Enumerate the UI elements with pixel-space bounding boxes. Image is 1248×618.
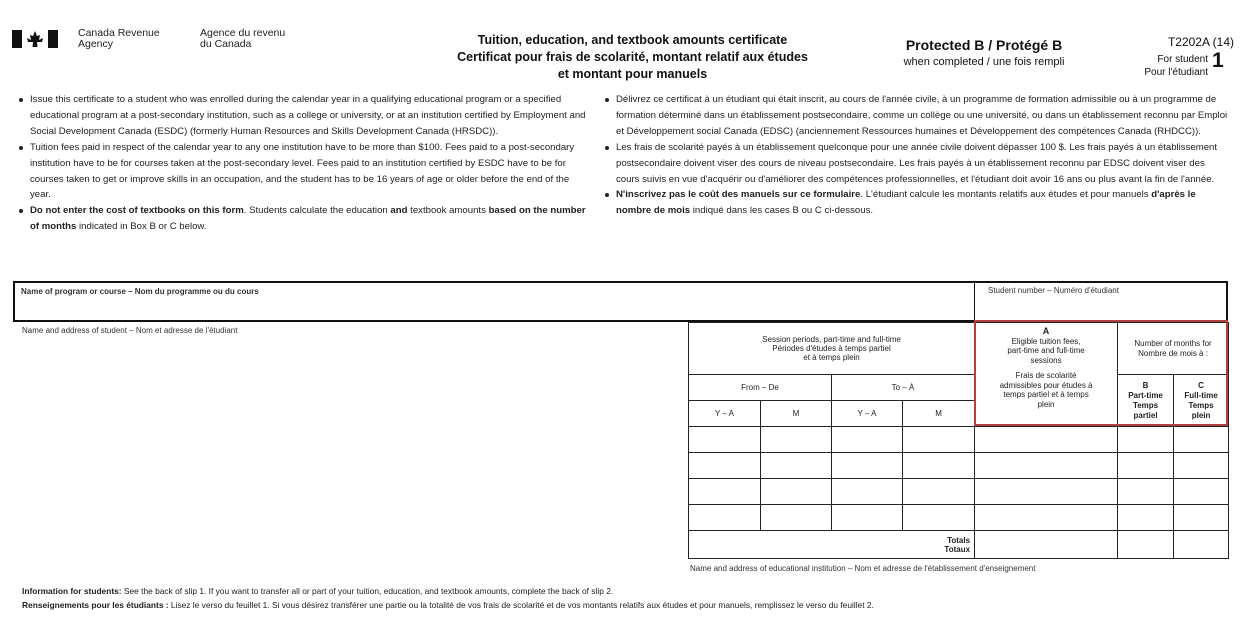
student-number-label: Student number – Numéro d'étudiant	[988, 286, 1119, 295]
to-year-cell[interactable]	[832, 453, 903, 479]
instruction-fr-3-text2: indiqué dans les cases B ou C ci-dessous.	[692, 205, 874, 217]
protected-label: Protected B / Protégé B	[905, 37, 1063, 53]
part-time-months-cell[interactable]	[1118, 427, 1174, 453]
instruction-fr-3-text1: . L'étudiant calcule les montants relatifs aux études et pour manuels	[860, 189, 1149, 201]
tuition-fees-cell[interactable]	[975, 453, 1118, 479]
footer-info-en-text: See the back of slip 1. If you want to transfer all or part of your tuition, education, and textbook amounts, complete the back of slip 2.	[123, 586, 614, 596]
form-title	[405, 32, 860, 83]
form-title-fr-2: et montant pour manuels	[557, 67, 708, 81]
totals-row	[689, 531, 1229, 559]
full-time-months-cell[interactable]	[1174, 505, 1229, 531]
col-b-fr-2: partiel	[1133, 410, 1158, 420]
part-time-months-cell[interactable]	[1118, 505, 1174, 531]
for-student-en: For student	[1157, 54, 1208, 65]
full-time-months-cell[interactable]	[1174, 479, 1229, 505]
tuition-fees-cell[interactable]	[975, 479, 1118, 505]
when-completed-label: when completed / une fois rempli	[903, 56, 1065, 68]
from-month-cell[interactable]	[761, 427, 832, 453]
col-a-letter: A	[1042, 326, 1050, 336]
col-a-fr-2: admissibles pour études à	[999, 380, 1093, 390]
tuition-fees-cell[interactable]	[975, 505, 1118, 531]
agency-fr-line1: Agence du revenu	[200, 27, 286, 39]
form-title-fr-1: Certificat pour frais de scolarité, montant relatif aux études	[457, 50, 808, 64]
to-month-cell[interactable]	[903, 479, 975, 505]
col-a-en-3: sessions	[1030, 355, 1062, 365]
session-row	[689, 505, 1229, 531]
from-year-cell[interactable]	[689, 453, 761, 479]
col-a-fr-3: temps partiel et à temps	[1003, 390, 1089, 399]
student-number-field[interactable]	[976, 296, 1226, 320]
months-fr: Nombre de mois à :	[1138, 348, 1208, 358]
institution-label: Name and address of educational institution – Nom et adresse de l'établissement d'enseignement	[690, 564, 1036, 573]
col-c-fr-2: plein	[1191, 410, 1211, 420]
part-time-months-cell[interactable]	[1118, 479, 1174, 505]
from-month-cell[interactable]	[761, 505, 832, 531]
session-row	[689, 453, 1229, 479]
col-a-en-1: Eligible tuition fees,	[1011, 336, 1081, 346]
agency-en-line1: Canada Revenue	[78, 27, 160, 39]
tuition-fees-cell[interactable]	[975, 427, 1118, 453]
col-a-en-2: part-time and full-time	[1007, 346, 1085, 355]
student-name-label: Name and address of student – Nom et adresse de l'étudiant	[22, 326, 238, 335]
footer-info-en-bold: Information for students:	[22, 586, 122, 596]
col-b-letter: B	[1142, 380, 1149, 390]
total-tuition-cell[interactable]	[975, 531, 1118, 559]
instruction-fr-3-bold1: N'inscrivez pas le coût des manuels sur ce formulaire	[616, 189, 861, 201]
program-label: Name of program or course – Nom du programme ou du cours	[21, 287, 259, 296]
instruction-en-3-text3: indicated in Box B or C below.	[79, 221, 207, 233]
program-divider	[974, 282, 975, 321]
to-month-cell[interactable]	[903, 505, 975, 531]
session-en: Session periods, part-time and full-time	[762, 335, 901, 344]
instruction-en-3-bold1: Do not enter the cost of textbooks on this form	[30, 205, 244, 217]
for-student-label	[1108, 53, 1208, 79]
from-month-header: M	[761, 401, 832, 427]
agency-name-fr	[200, 28, 285, 50]
from-month-cell[interactable]	[761, 479, 832, 505]
months-en: Number of months for	[1134, 338, 1212, 348]
to-year-cell[interactable]	[832, 427, 903, 453]
instruction-en-1: Issue this certificate to a student who was enrolled during the calendar year in a qualifying educational program or a specified educational program at a post-secondary institution, such as a college or university, or at an institution certified by Employment and Social Development Canada (ESDC) (formerly Human Resources and Skills Development Canada (HRSDC)).	[16, 92, 591, 140]
col-c-letter: C	[1198, 380, 1204, 390]
total-full-time-cell[interactable]	[1174, 531, 1229, 559]
footer-info-fr-bold: Renseignements pour les étudiants :	[22, 600, 169, 610]
instruction-en-3-bold2: and	[390, 205, 408, 217]
instruction-en-2: Tuition fees paid in respect of the calendar year to any one institution have to be more than $100. Fees paid to a post-secondary institution have to be for courses taken at the post-secondary level. Fees paid to an institution certified by ESDC have to be for courses taken to get or improve skills in an occupation, and the student has to be 16 years of age or older before the end of the year.	[16, 140, 591, 204]
from-year-cell[interactable]	[689, 479, 761, 505]
form-number: T2202A (14)	[1167, 35, 1234, 49]
protected-notice	[866, 36, 1102, 69]
col-b-en: Part-time	[1128, 390, 1163, 400]
to-header: To – À	[832, 375, 975, 401]
total-part-time-cell[interactable]	[1118, 531, 1174, 559]
col-c-fr-1: Temps	[1188, 400, 1214, 410]
to-year-cell[interactable]	[832, 479, 903, 505]
full-time-months-cell[interactable]	[1174, 453, 1229, 479]
from-month-cell[interactable]	[761, 453, 832, 479]
to-year-header: Y – A	[832, 401, 903, 427]
session-fr-2: et à temps plein	[803, 353, 860, 362]
col-b-fr-1: Temps	[1132, 400, 1159, 410]
to-month-cell[interactable]	[903, 453, 975, 479]
instruction-fr-1: Délivrez ce certificat à un étudiant qui était inscrit, au cours de l'année civile, à un programme de formation admissible ou à un programme de formation déterminé dans un établissement postsecondaire, comme un collège ou une université, ou dans un établissement reconnu par Emploi et Développement social Canada (EDSC) (anciennement Ressources humaines et Développement des compétences Canada (RHDCC)).	[602, 92, 1230, 140]
from-header: From – De	[689, 375, 832, 401]
col-a-fr-1: Frais de scolarité	[1015, 371, 1077, 380]
full-time-months-cell[interactable]	[1174, 427, 1229, 453]
session-row	[689, 427, 1229, 453]
part-time-months-cell[interactable]	[1118, 453, 1174, 479]
footer-info-fr	[22, 600, 874, 610]
instruction-en-3	[16, 203, 591, 235]
agency-name-en	[78, 28, 160, 50]
from-year-cell[interactable]	[689, 505, 761, 531]
session-fr-1: Périodes d'études à temps partiel	[772, 344, 891, 353]
col-c-en: Full-time	[1184, 390, 1218, 400]
instruction-en-3-bold3: based on the number of months	[30, 205, 586, 233]
to-year-cell[interactable]	[832, 505, 903, 531]
highlight-frame	[974, 320, 1228, 426]
instructions-en	[16, 92, 591, 235]
agency-en-line2: Agency	[78, 38, 114, 50]
instruction-fr-3	[602, 187, 1230, 219]
to-month-cell[interactable]	[903, 427, 975, 453]
agency-fr-line2: du Canada	[200, 38, 252, 50]
instructions-fr	[602, 92, 1230, 219]
instruction-en-3-text1: . Students calculate the education	[243, 205, 388, 217]
from-year-header: Y – A	[689, 401, 761, 427]
to-month-header: M	[903, 401, 975, 427]
footer-info-en	[22, 586, 613, 596]
for-student-fr: Pour l'étudiant	[1144, 67, 1208, 78]
footer-info-fr-text: Lisez le verso du feuillet 1. Si vous désirez transférer une partie ou la totalité de vos frais de scolarité et de vos montants relatifs aux études et pour manuels, remplissez le verso du feuillet 2.	[170, 600, 874, 610]
copy-number: 1	[1212, 49, 1224, 72]
student-name-field[interactable]	[16, 340, 676, 560]
session-periods-header	[689, 323, 975, 375]
col-a-fr-4: plein	[1037, 399, 1055, 409]
session-row	[689, 479, 1229, 505]
totals-label	[689, 531, 975, 559]
instruction-fr-2: Les frais de scolarité payés à un établissement quelconque pour une année civile doivent dépasser 100 $. Les frais payés à un établissement postsecondaire doivent viser des cours de niveau postsecondaire. Les frais payés à un établissement reconnu par EDSC doivent viser des cours suivis en vue d'acquérir ou d'améliorer des compétences professionnelles, et l'étudiant doit avoir 16 ans ou plus avant la fin de l'année.	[602, 140, 1230, 188]
totals-en: Totals	[947, 535, 971, 545]
instruction-en-3-text2: textbook amounts	[410, 205, 486, 217]
instruction-fr-3-bold2: d'après le nombre de mois	[616, 189, 1196, 217]
from-year-cell[interactable]	[689, 427, 761, 453]
totals-fr: Totaux	[944, 544, 971, 554]
form-title-en: Tuition, education, and textbook amounts certificate	[477, 33, 788, 47]
canada-flag-icon	[12, 28, 58, 50]
